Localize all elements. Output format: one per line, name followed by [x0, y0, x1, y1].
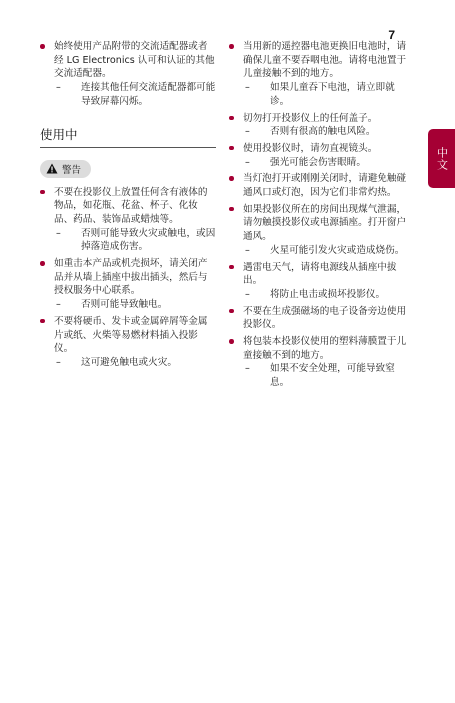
sub-item-text: 火星可能引发火灾或造成烧伤。 [270, 244, 405, 256]
bullet-dot-icon [40, 44, 45, 49]
sub-item-text: 这可避免触电或火灾。 [81, 356, 177, 368]
bullet-dot-icon [40, 319, 45, 324]
sub-item [54, 227, 216, 254]
sub-item-text: 强光可能会伤害眼睛。 [270, 156, 366, 168]
language-tab[interactable]: 中文 [428, 129, 455, 188]
dash-icon: – [56, 227, 61, 239]
sub-item [243, 81, 411, 108]
right-column [229, 40, 411, 393]
list-item [229, 335, 411, 390]
item-text: 切勿打开投影仪上的任何盖子。 [243, 112, 378, 124]
list-item [229, 142, 411, 169]
dash-icon: – [245, 126, 250, 138]
intro-list [40, 40, 216, 109]
warning-label: 警告 [62, 164, 82, 176]
section-title: 使用中 [40, 125, 216, 148]
safety-list [229, 40, 411, 390]
warning-triangle-icon [46, 163, 58, 174]
bullet-dot-icon [229, 44, 234, 49]
dash-icon: – [245, 244, 250, 256]
bullet-dot-icon [229, 146, 234, 151]
item-text: 使用投影仪时，请勿直视镜头。 [243, 142, 378, 154]
sub-item [243, 244, 411, 258]
item-text: 如重击本产品或机壳损坏，请关闭产品并从墙上插座中拔出插头，然后与授权服务中心联系。 [54, 258, 208, 297]
sub-item-text: 否则有很高的触电风险。 [270, 126, 376, 138]
bullet-dot-icon [229, 207, 234, 212]
bullet-dot-icon [229, 265, 234, 270]
item-text: 将包装本投影仪使用的塑料薄膜置于儿童接触不到的地方。 [243, 336, 407, 361]
list-item [229, 112, 411, 139]
item-text: 遇雷电天气，请将电源线从插座中拔出。 [243, 261, 397, 287]
dash-icon: – [245, 156, 250, 168]
item-text: 当用新的遥控器电池更换旧电池时，请确保儿童不要吞咽电池。请将电池置于儿童接触不到的地方。 [243, 41, 407, 80]
list-item [229, 40, 411, 109]
item-text: 始终使用产品附带的交流适配器或者经 LG Electronics 认可和认证的其他交流适配器。 [54, 41, 215, 80]
item-text: 不要将硬币、发卡或金属碎屑等金属片或纸、火柴等易燃材料插入投影仪。 [54, 315, 208, 355]
list-item [229, 172, 411, 199]
sub-item-text: 否则可能导致触电。 [81, 299, 168, 311]
list-item [40, 315, 216, 370]
sub-item-text: 连接其他任何交流适配器都可能导致屏幕闪烁。 [81, 82, 216, 107]
dash-icon: – [245, 288, 250, 300]
list-item [229, 203, 411, 258]
warning-list [40, 186, 216, 370]
sub-item-text: 如果儿童吞下电池，请立即就诊。 [270, 82, 395, 107]
dash-icon: – [56, 299, 61, 311]
warning-badge [40, 160, 91, 178]
sub-item [243, 288, 411, 302]
item-text: 如果投影仪所在的房间出现煤气泄漏，请勿触摸投影仪或电源插座。打开窗户通风。 [243, 203, 407, 243]
list-item [229, 305, 411, 332]
bullet-dot-icon [229, 116, 234, 121]
sub-item [243, 362, 411, 389]
left-column [40, 40, 216, 373]
page-number: 7 [388, 28, 395, 42]
sub-item [54, 356, 216, 370]
list-item [40, 257, 216, 312]
item-text: 当灯泡打开或刚刚关闭时，请避免触碰通风口或灯泡，因为它们非常灼热。 [243, 173, 407, 199]
sub-item [243, 125, 411, 139]
bullet-dot-icon [40, 190, 45, 195]
bullet-dot-icon [229, 339, 234, 344]
bullet-dot-icon [40, 261, 45, 266]
sub-item-text: 将防止电击或损坏投影仪。 [270, 288, 386, 300]
item-text: 不要在生成强磁场的电子设备旁边使用投影仪。 [243, 305, 407, 331]
sub-item [243, 156, 411, 170]
sub-item [54, 81, 216, 108]
dash-icon: – [56, 356, 61, 368]
sub-item [54, 298, 216, 312]
dash-icon: – [245, 82, 250, 94]
dash-icon: – [245, 363, 250, 375]
bullet-dot-icon [229, 176, 234, 181]
list-item [40, 40, 216, 109]
bullet-dot-icon [229, 309, 234, 314]
list-item [40, 186, 216, 255]
dash-icon: – [56, 82, 61, 94]
item-text: 不要在投影仪上放置任何含有液体的物品，如花瓶、花盆、杯子、化妆品、药品、装饰品或蜡烛等。 [54, 186, 208, 225]
sub-item-text: 否则可能导致火灾或触电，或因掉落造成伤害。 [81, 227, 216, 253]
sub-item-text: 如果不安全处理，可能导致窒息。 [270, 363, 395, 389]
list-item [229, 261, 411, 302]
